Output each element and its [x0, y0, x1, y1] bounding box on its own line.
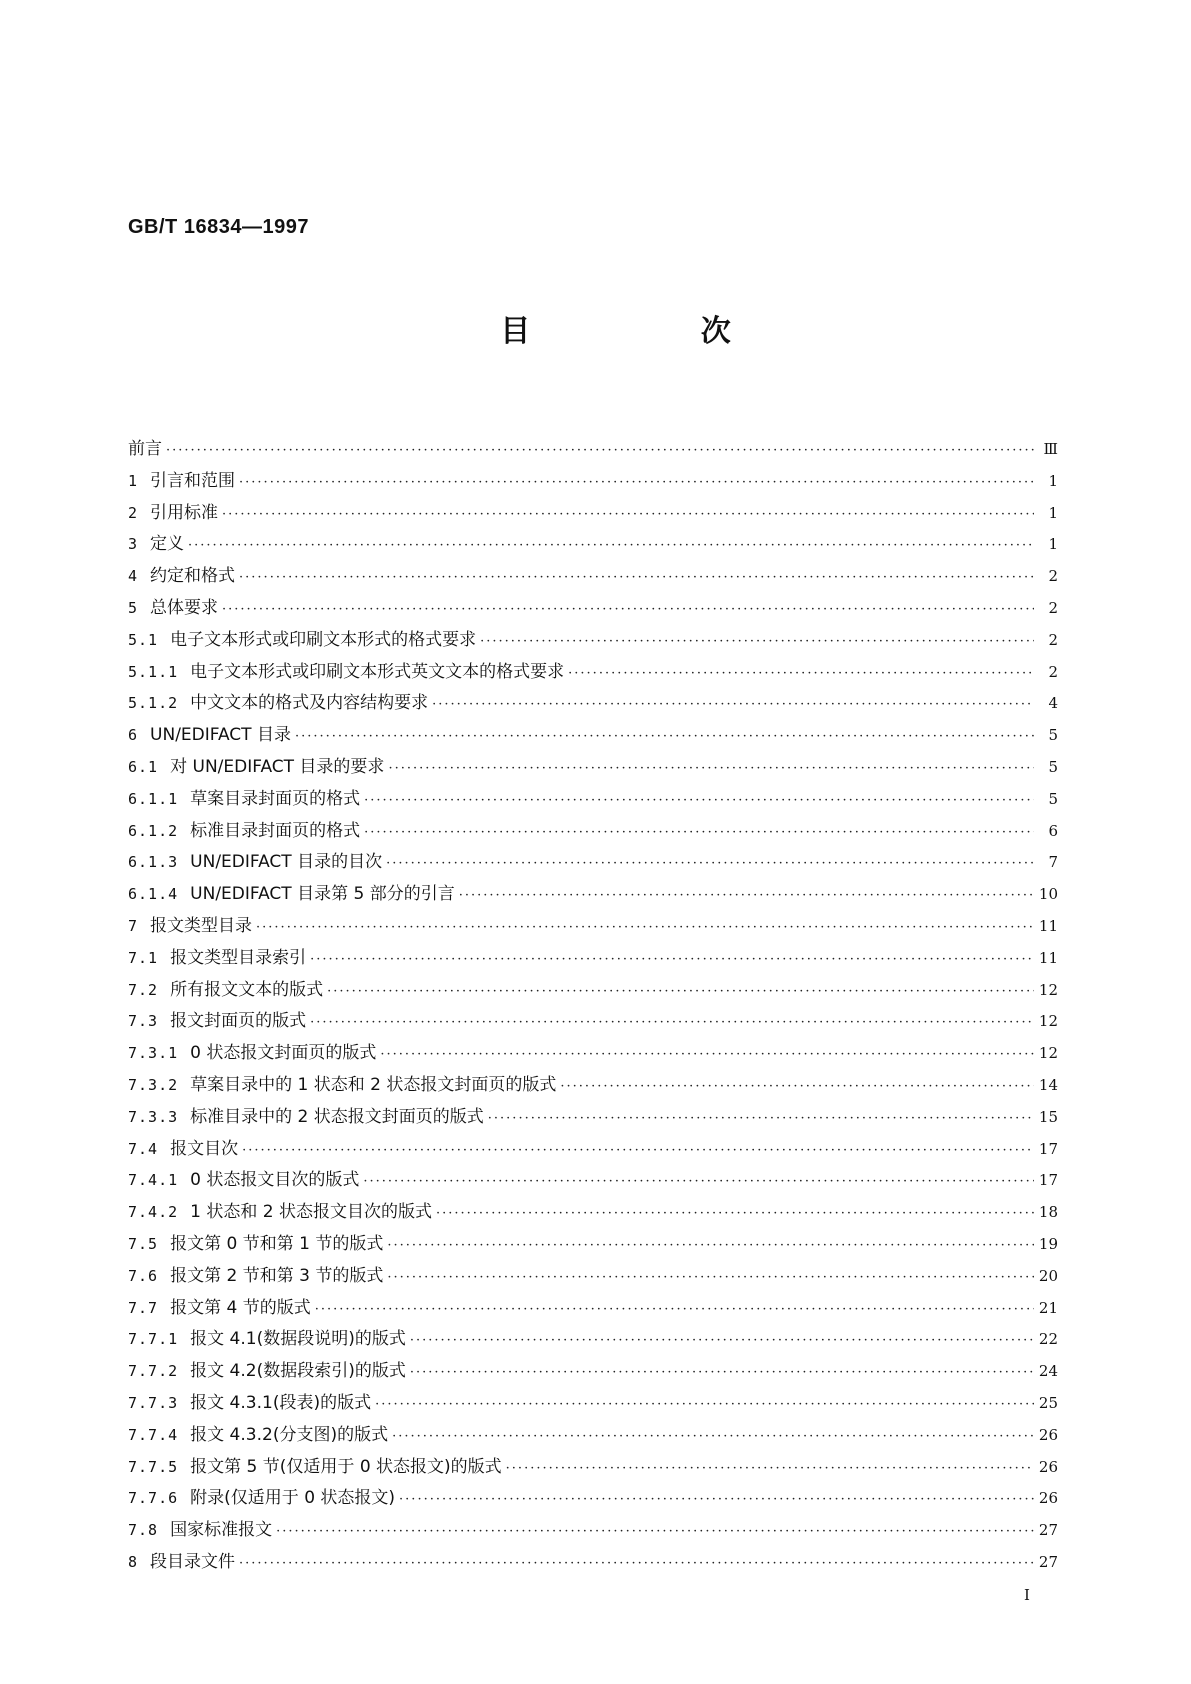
toc-entry-title: 报文第 4 节的版式 — [170, 1297, 311, 1318]
toc-entry-number: 6.1.3 — [128, 853, 179, 872]
toc-entry-number: 7.7.6 — [128, 1489, 179, 1508]
dot-leader — [364, 793, 1034, 808]
toc-entry[interactable] — [128, 529, 1058, 561]
toc-entry-title: 标准目录中的 2 状态报文封面页的版式 — [190, 1106, 484, 1127]
dot-leader — [386, 856, 1034, 871]
toc-entry-title: UN/EDIFACT 目录 — [150, 725, 291, 746]
toc-entry-page: 4 — [1048, 694, 1058, 713]
toc-entry[interactable] — [128, 1102, 1058, 1134]
toc-entry-title: 段目录文件 — [150, 1551, 236, 1572]
toc-entry[interactable] — [128, 1261, 1058, 1293]
page-title: 目 次 — [500, 314, 811, 349]
toc-entry-page: 12 — [1038, 980, 1058, 999]
toc-entry-page: 10 — [1038, 885, 1058, 904]
toc-entry-title: 电子文本形式或印刷文本形式的格式要求 — [170, 629, 477, 650]
dot-leader — [363, 1174, 1034, 1189]
toc-entry[interactable] — [128, 879, 1058, 911]
toc-entry[interactable] — [128, 1452, 1058, 1484]
toc-entry-title: 附录(仅适用于 0 状态报文) — [190, 1488, 396, 1509]
toc-entry-page: 20 — [1038, 1266, 1058, 1285]
dot-leader — [295, 729, 1034, 744]
toc-entry-page: 14 — [1038, 1075, 1058, 1094]
toc-entry-number: 8 — [128, 1552, 139, 1571]
dot-leader — [488, 1111, 1034, 1126]
dot-leader — [410, 1333, 1034, 1348]
toc-entry-title: 报文第 2 节和第 3 节的版式 — [170, 1265, 384, 1286]
dot-leader — [459, 888, 1034, 903]
toc-entry-page: 27 — [1038, 1552, 1058, 1571]
toc-entry-number: 7.3.1 — [128, 1044, 179, 1063]
toc-entry-number: 7.5 — [128, 1234, 159, 1253]
toc-entry-number: 7.7.5 — [128, 1457, 179, 1476]
toc-entry[interactable] — [128, 434, 1058, 466]
dot-leader — [560, 1079, 1034, 1094]
toc-entry-page: 26 — [1038, 1489, 1058, 1508]
toc-entry-number: 7.7.2 — [128, 1362, 179, 1381]
toc-entry[interactable] — [128, 911, 1058, 943]
toc-entry-title: 前言 — [128, 439, 162, 459]
toc-entry-number: 1 — [128, 471, 139, 490]
toc-entry-number: 6.1 — [128, 757, 159, 776]
dot-leader — [222, 507, 1034, 522]
dot-leader — [315, 1302, 1034, 1317]
dot-leader — [506, 1461, 1034, 1476]
dot-leader — [392, 1429, 1034, 1444]
toc-entry[interactable] — [128, 1420, 1058, 1452]
toc-entry-page: 26 — [1038, 1457, 1058, 1476]
toc-entry-number: 7.1 — [128, 948, 159, 967]
dot-leader — [242, 1143, 1034, 1158]
toc-entry-title: 草案目录封面页的格式 — [190, 788, 361, 809]
toc-entry-number: 4 — [128, 567, 139, 586]
toc-entry[interactable] — [128, 784, 1058, 816]
toc-entry-number: 7.8 — [128, 1521, 159, 1540]
toc-entry-page: 11 — [1038, 916, 1058, 935]
dot-leader — [568, 666, 1034, 681]
toc-entry-page: 1 — [1048, 471, 1058, 490]
toc-entry-title: 总体要求 — [150, 597, 219, 618]
toc-entry-title: 约定和格式 — [150, 566, 236, 587]
dot-leader — [239, 1556, 1034, 1571]
toc-entry-title: 国家标准报文 — [170, 1520, 273, 1541]
toc-entry[interactable] — [128, 657, 1058, 689]
dot-leader — [166, 443, 1034, 458]
page-folio: I — [1024, 1586, 1030, 1604]
toc-entry[interactable] — [128, 975, 1058, 1007]
toc-entry-number: 5 — [128, 598, 139, 617]
toc-entry-title: 报文封面页的版式 — [170, 1011, 307, 1032]
dot-leader — [388, 761, 1034, 776]
toc-entry-page: 25 — [1038, 1393, 1058, 1412]
toc-entry-number: 7.7.4 — [128, 1425, 179, 1444]
dot-leader — [256, 920, 1034, 935]
toc-entry-page: 26 — [1038, 1425, 1058, 1444]
toc-entry-title: UN/EDIFACT 目录第 5 部分的引言 — [190, 884, 455, 905]
dot-leader — [310, 952, 1034, 967]
toc-entry-number: 7.4.2 — [128, 1203, 179, 1222]
toc-entry[interactable] — [128, 1483, 1058, 1515]
toc-entry-number: 7.7 — [128, 1298, 159, 1317]
toc-entry-page: 1 — [1048, 535, 1058, 554]
toc-entry-number: 5.1.1 — [128, 662, 179, 681]
toc-entry[interactable] — [128, 1515, 1058, 1547]
toc-entry-number: 7.4 — [128, 1139, 159, 1158]
toc-entry[interactable] — [128, 1229, 1058, 1261]
toc-entry-title: 报文 4.2(数据段索引)的版式 — [190, 1361, 406, 1382]
dot-leader — [327, 984, 1034, 999]
toc-entry[interactable] — [128, 720, 1058, 752]
dot-leader — [410, 1365, 1034, 1380]
toc-entry-title: 所有报文文本的版式 — [170, 979, 324, 1000]
toc-entry-title: 中文文本的格式及内容结构要求 — [190, 693, 429, 714]
toc-entry-title: 草案目录中的 1 状态和 2 状态报文封面页的版式 — [190, 1074, 557, 1095]
toc-entry-page: 19 — [1038, 1234, 1058, 1253]
toc-entry-title: 报文 4.3.1(段表)的版式 — [190, 1392, 372, 1413]
toc-entry[interactable] — [128, 1324, 1058, 1356]
toc-entry[interactable] — [128, 1070, 1058, 1102]
toc-entry-number: 7.2 — [128, 980, 159, 999]
toc-entry[interactable] — [128, 1165, 1058, 1197]
toc-entry-title: 0 状态报文目次的版式 — [190, 1170, 360, 1191]
toc-entry-page: Ⅲ — [1043, 440, 1058, 458]
toc-entry-page: 2 — [1048, 630, 1058, 649]
toc-entry-number: 7.3.2 — [128, 1075, 179, 1094]
toc-entry-page: 15 — [1038, 1107, 1058, 1126]
dot-leader — [188, 538, 1034, 553]
toc-entry-page: 17 — [1038, 1171, 1058, 1190]
toc-entry-page: 7 — [1048, 853, 1058, 872]
toc-entry[interactable] — [128, 1547, 1058, 1579]
toc-entry-page: 21 — [1038, 1298, 1058, 1317]
toc-entry-page: 5 — [1048, 789, 1058, 808]
toc-entry[interactable] — [128, 1006, 1058, 1038]
toc-entry[interactable] — [128, 1197, 1058, 1229]
dot-leader — [387, 1238, 1034, 1253]
toc-entry[interactable] — [128, 1134, 1058, 1166]
dot-leader — [375, 1397, 1034, 1412]
toc-entry-page: 22 — [1038, 1330, 1058, 1349]
toc-entry-page: 2 — [1048, 567, 1058, 586]
toc-entry[interactable] — [128, 1293, 1058, 1325]
toc-entry-title: 报文类型目录索引 — [170, 947, 307, 968]
toc-entry-number: 3 — [128, 535, 139, 554]
toc-entry-title: 报文类型目录 — [150, 915, 253, 936]
toc-entry-page: 18 — [1038, 1203, 1058, 1222]
toc-entry[interactable] — [128, 1388, 1058, 1420]
toc-entry-number: 7.3.3 — [128, 1107, 179, 1126]
toc-entry[interactable] — [128, 943, 1058, 975]
toc-entry-number: 6.1.1 — [128, 789, 179, 808]
toc-entry-page: 12 — [1038, 1012, 1058, 1031]
dot-leader — [432, 697, 1034, 712]
dot-leader — [380, 1047, 1034, 1062]
toc-entry-page: 5 — [1048, 726, 1058, 745]
toc-entry[interactable] — [128, 1356, 1058, 1388]
toc-entry[interactable] — [128, 688, 1058, 720]
toc-entry-page: 27 — [1038, 1521, 1058, 1540]
toc-entry-number: 7 — [128, 916, 139, 935]
toc-entry-number: 7.7.1 — [128, 1330, 179, 1349]
toc-entry-number: 6.1.2 — [128, 821, 179, 840]
toc-entry-page: 17 — [1038, 1139, 1058, 1158]
toc-entry-page: 6 — [1048, 821, 1058, 840]
dot-leader — [364, 825, 1034, 840]
toc-entry-page: 11 — [1038, 948, 1058, 967]
standard-code: GB/T 16834—1997 — [128, 216, 309, 238]
toc-entry-page: 2 — [1048, 662, 1058, 681]
toc-entry-title: 电子文本形式或印刷文本形式英文文本的格式要求 — [190, 661, 565, 682]
toc-entry-number: 6 — [128, 726, 139, 745]
toc-entry-title: 0 状态报文封面页的版式 — [190, 1043, 377, 1064]
toc-entry-page: 5 — [1048, 757, 1058, 776]
toc-entry-page: 1 — [1048, 503, 1058, 522]
toc-entry-number: 5.1.2 — [128, 694, 179, 713]
toc-entry-title: 标准目录封面页的格式 — [190, 820, 361, 841]
dot-leader — [436, 1206, 1034, 1221]
table-of-contents — [128, 434, 1058, 1579]
toc-entry-title: 引用标准 — [150, 502, 219, 523]
toc-entry[interactable] — [128, 752, 1058, 784]
toc-entry-title: UN/EDIFACT 目录的目次 — [190, 852, 383, 873]
toc-entry-title: 对 UN/EDIFACT 目录的要求 — [170, 756, 385, 777]
toc-entry-number: 7.6 — [128, 1266, 159, 1285]
dot-leader — [310, 1015, 1034, 1030]
dot-leader — [276, 1524, 1034, 1539]
toc-entry-number: 2 — [128, 503, 139, 522]
toc-entry-number: 7.7.3 — [128, 1393, 179, 1412]
toc-entry-number: 7.4.1 — [128, 1171, 179, 1190]
dot-leader — [222, 602, 1034, 617]
dot-leader — [399, 1492, 1034, 1507]
toc-entry-page: 12 — [1038, 1044, 1058, 1063]
dot-leader — [239, 475, 1034, 490]
toc-entry-page: 24 — [1038, 1362, 1058, 1381]
toc-entry-title: 定义 — [150, 534, 185, 555]
dot-leader — [387, 1270, 1034, 1285]
toc-entry[interactable] — [128, 816, 1058, 848]
toc-entry[interactable] — [128, 1038, 1058, 1070]
toc-entry-number: 5.1 — [128, 630, 159, 649]
toc-entry-page: 2 — [1048, 598, 1058, 617]
toc-entry-title: 报文 4.3.2(分支图)的版式 — [190, 1424, 389, 1445]
toc-entry[interactable] — [128, 847, 1058, 879]
dot-leader — [480, 634, 1034, 649]
toc-entry-number: 7.3 — [128, 1012, 159, 1031]
dot-leader — [239, 570, 1034, 585]
toc-entry[interactable] — [128, 466, 1058, 498]
toc-entry[interactable] — [128, 625, 1058, 657]
toc-entry-title: 引言和范围 — [150, 470, 236, 491]
toc-entry-title: 报文目次 — [170, 1138, 239, 1159]
toc-entry-title: 报文第 0 节和第 1 节的版式 — [170, 1233, 384, 1254]
toc-entry-title: 1 状态和 2 状态报文目次的版式 — [190, 1202, 432, 1223]
toc-entry[interactable] — [128, 498, 1058, 530]
toc-entry[interactable] — [128, 593, 1058, 625]
toc-entry-number: 6.1.4 — [128, 885, 179, 904]
toc-entry-title: 报文第 5 节(仅适用于 0 状态报文)的版式 — [190, 1456, 502, 1477]
toc-entry[interactable] — [128, 561, 1058, 593]
toc-entry-title: 报文 4.1(数据段说明)的版式 — [190, 1329, 406, 1350]
